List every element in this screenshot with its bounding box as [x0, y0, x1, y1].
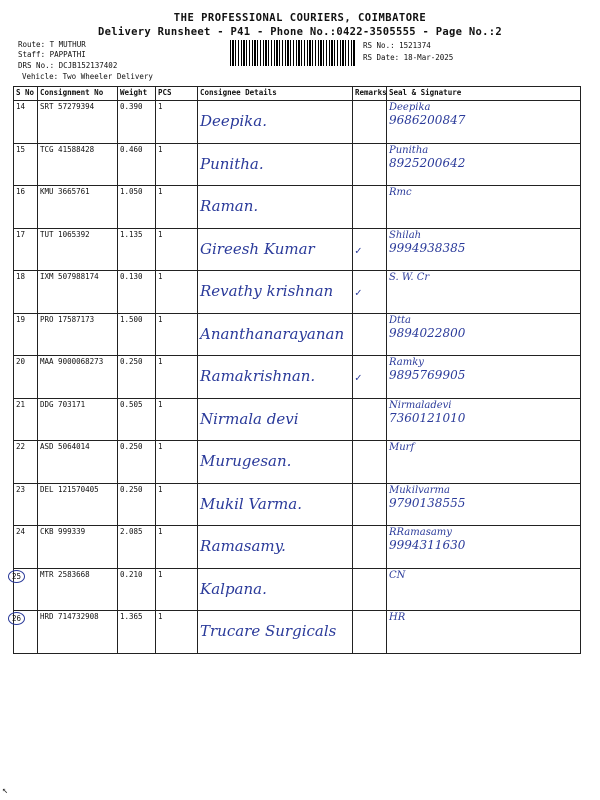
- runsheet-table: [13, 86, 581, 654]
- signature-name: HR: [389, 612, 406, 623]
- consignee-name: Deepika.: [200, 112, 267, 130]
- signature: [389, 357, 578, 382]
- signature-name: S. W. Cr: [389, 272, 430, 283]
- signature: [389, 315, 578, 340]
- signature-name: Murf: [389, 442, 415, 453]
- table-row: [14, 143, 581, 186]
- col-remarks: Remarks: [353, 87, 387, 101]
- table-row: [14, 526, 581, 569]
- sno-cell: 14: [16, 102, 26, 111]
- table-header-row: [14, 87, 581, 101]
- corner-mark: ↖: [2, 785, 9, 796]
- consignment-no: SRT 57279394: [40, 102, 95, 111]
- signature-name: CN: [389, 569, 406, 581]
- sno-cell: 16: [16, 187, 26, 196]
- col-pcs: PCS: [156, 87, 198, 101]
- pcs-value: 1: [158, 569, 163, 579]
- weight-value: 0.460: [120, 144, 143, 154]
- company-title: THE PROFESSIONAL COURIERS, COIMBATORE: [173, 12, 427, 24]
- signature: [389, 400, 578, 425]
- rs-date: RS Date: 18-Mar-2025: [363, 53, 454, 62]
- pcs-value: 1: [158, 527, 163, 536]
- signature-phone: 9686200847: [389, 113, 466, 127]
- consignee-name: Ramasamy.: [200, 537, 286, 555]
- sno-cell: 19: [16, 314, 26, 324]
- consignee-name: Murugesan.: [200, 452, 292, 470]
- barcode-image: [230, 40, 355, 66]
- weight-value: 0.250: [120, 442, 143, 451]
- table-row: [14, 186, 581, 229]
- sno-cell: 24: [16, 527, 26, 536]
- signature-name: Shilah: [389, 229, 422, 241]
- pcs-value: 1: [158, 612, 163, 621]
- signature-name: Ramky: [389, 357, 424, 368]
- consignment-no: TCG 41588428: [40, 144, 95, 154]
- signature-name: Rmc: [389, 187, 412, 198]
- signature: [389, 102, 578, 127]
- sno-cell: 15: [16, 144, 26, 154]
- col-weight: Weight: [118, 87, 156, 101]
- signature-phone: 9895769905: [389, 368, 466, 382]
- signature: [389, 145, 578, 170]
- signature-phone: 7360121010: [389, 410, 466, 425]
- col-signature: Seal & Signature: [387, 87, 581, 101]
- consignment-no: ASD 5064014: [40, 442, 90, 451]
- table-row: [14, 101, 581, 144]
- staff-text: Staff: PAPPATHI: [18, 50, 86, 59]
- signature-name: Deepika: [389, 102, 431, 113]
- consignee-name: Gireesh Kumar: [200, 239, 315, 258]
- weight-value: 1.500: [120, 314, 143, 324]
- pcs-value: 1: [158, 442, 163, 451]
- signature-name: RRamasamy: [389, 527, 452, 538]
- pcs-value: 1: [158, 144, 163, 154]
- weight-value: 0.250: [120, 484, 143, 494]
- col-sno: S No: [14, 87, 38, 101]
- col-consignment: Consignment No: [38, 87, 118, 101]
- signature: [389, 442, 578, 453]
- signature: [389, 527, 578, 552]
- consignment-no: MAA 9000068273: [40, 357, 104, 366]
- weight-value: 1.135: [120, 229, 143, 239]
- weight-value: 0.130: [120, 272, 143, 281]
- signature-name: Punitha: [389, 144, 429, 156]
- signature-phone: 9994938385: [389, 240, 466, 255]
- pcs-value: 1: [158, 187, 163, 196]
- signature: [389, 570, 578, 581]
- pcs-value: 1: [158, 399, 163, 409]
- pcs-value: 1: [158, 272, 163, 281]
- vehicle-text: Vehicle: Two Wheeler Delivery: [22, 72, 153, 81]
- consignee-name: Trucare Surgicals: [200, 622, 337, 640]
- signature-name: Dtta: [389, 314, 412, 326]
- consignment-no: HRD 714732908: [40, 612, 99, 621]
- consignment-no: DDG 703171: [40, 399, 86, 409]
- sno-cell: 20: [16, 357, 26, 366]
- signature-name: Mukilvarma: [389, 484, 450, 496]
- sno-cell: 23: [16, 484, 26, 494]
- signature-phone: 9994311630: [389, 538, 466, 552]
- signature-name: Nirmaladevi: [389, 399, 452, 411]
- pcs-value: 1: [158, 314, 163, 324]
- pcs-value: 1: [158, 484, 163, 494]
- table-row: [14, 483, 581, 526]
- consignment-no: DEL 121570405: [40, 484, 99, 494]
- table-row: [14, 398, 581, 441]
- signature: [389, 485, 578, 510]
- table-row: [14, 611, 581, 654]
- col-consignee: Consignee Details: [198, 87, 353, 101]
- runsheet-subtitle: Delivery Runsheet - P41 - Phone No.:0422-3505555 - Page No.:2: [98, 26, 502, 38]
- weight-value: 0.250: [120, 357, 143, 366]
- consignee-name: Raman.: [200, 197, 259, 215]
- consignment-no: CKB 999339: [40, 527, 86, 536]
- sno-cell: 21: [16, 399, 26, 409]
- consignee-name: Mukil Varma.: [200, 494, 302, 513]
- consignment-no: PRO 17587173: [40, 314, 95, 324]
- pcs-value: 1: [158, 357, 163, 366]
- table-row: [14, 313, 581, 356]
- table-row: [14, 568, 581, 611]
- consignment-no: MTR 2583668: [40, 569, 90, 579]
- weight-value: 0.390: [120, 102, 143, 111]
- weight-value: 0.210: [120, 569, 143, 579]
- signature-phone: 9790138555: [389, 495, 466, 510]
- drs-number: DRS No.: DCJB152137402: [18, 61, 118, 70]
- sno-cell: 18: [16, 272, 26, 281]
- consignment-no: TUT 1065392: [40, 229, 90, 239]
- sno-cell: 22: [16, 442, 26, 451]
- consignee-name: Ramakrishnan.: [200, 367, 316, 385]
- consignment-no: IXM 507988174: [40, 272, 99, 281]
- consignee-name: Punitha.: [200, 154, 264, 173]
- consignee-name: Kalpana.: [200, 579, 267, 598]
- remark-mark: ✓: [355, 286, 362, 299]
- weight-value: 2.085: [120, 527, 143, 536]
- table-row: [14, 228, 581, 271]
- sno-cell: 17: [16, 229, 26, 239]
- signature: [389, 230, 578, 255]
- signature-phone: 9894022800: [389, 325, 466, 340]
- signature: [389, 272, 578, 283]
- weight-value: 1.365: [120, 612, 143, 621]
- remark-mark: ✓: [355, 371, 362, 384]
- sno-cell: 25: [8, 570, 25, 583]
- pcs-value: 1: [158, 229, 163, 239]
- consignee-name: Nirmala devi: [200, 409, 299, 428]
- consignee-name: Revathy krishnan: [200, 282, 334, 300]
- sno-cell: 26: [8, 612, 25, 625]
- consignment-no: KMU 3665761: [40, 187, 90, 196]
- weight-value: 0.505: [120, 399, 143, 409]
- weight-value: 1.050: [120, 187, 143, 196]
- route-text: Route: T MUTHUR: [18, 40, 86, 49]
- signature-phone: 8925200642: [389, 155, 466, 170]
- consignee-name: Ananthanarayanan: [200, 324, 345, 343]
- table-row: [14, 356, 581, 399]
- rs-number: RS No.: 1521374: [363, 41, 431, 50]
- table-row: [14, 441, 581, 484]
- signature: [389, 187, 578, 198]
- pcs-value: 1: [158, 102, 163, 111]
- signature: [389, 612, 578, 623]
- remark-mark: ✓: [355, 243, 362, 257]
- table-row: [14, 271, 581, 314]
